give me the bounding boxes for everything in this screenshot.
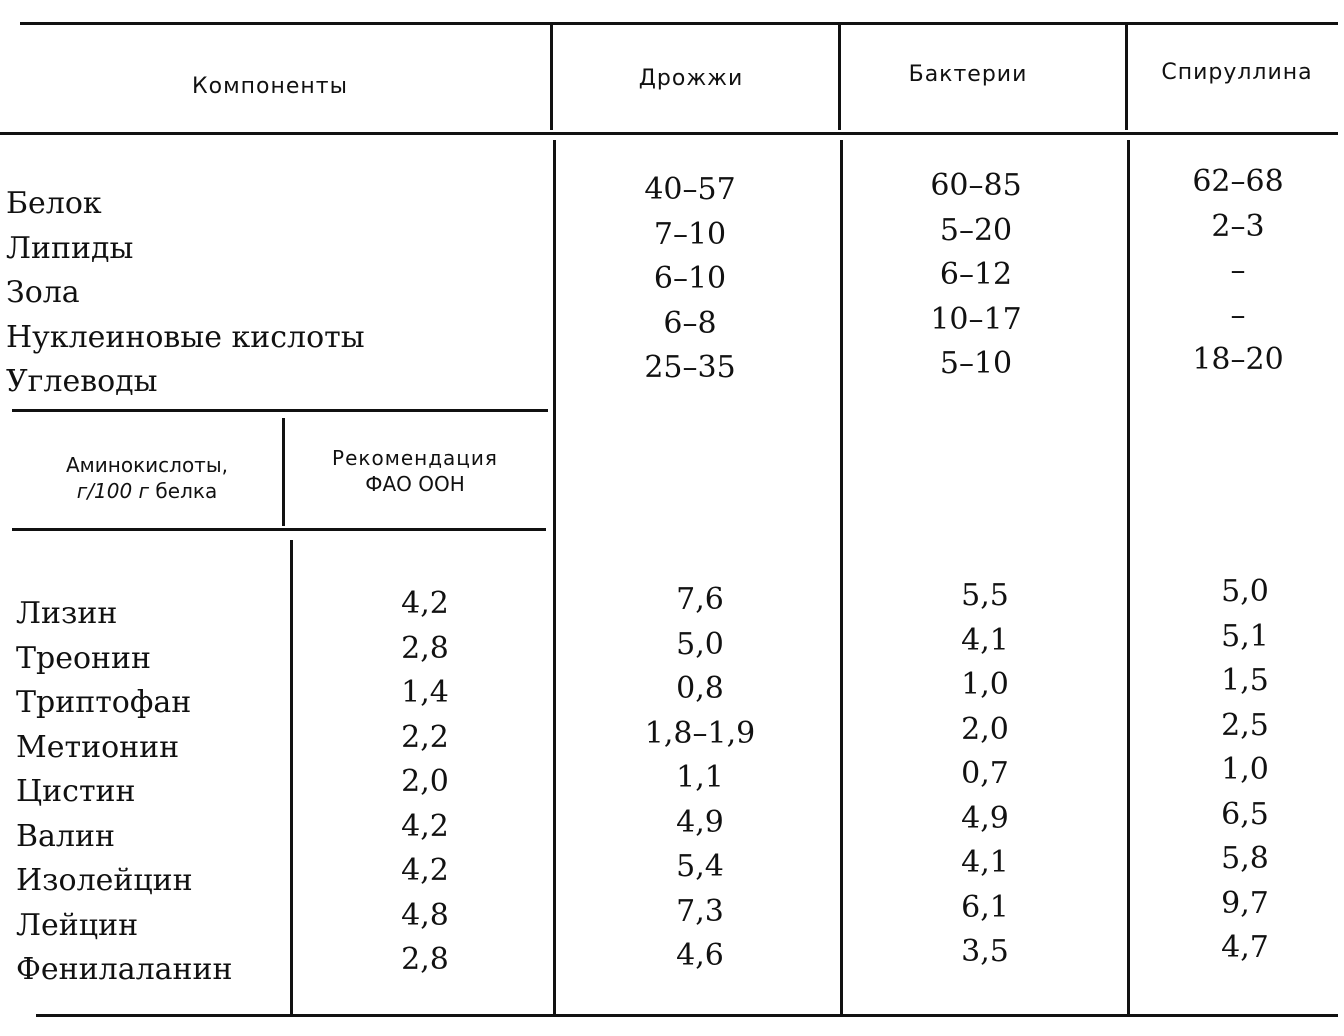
spirulina-isoleucine: 5,8 — [1221, 841, 1269, 876]
spirulina-valine: 6,5 — [1221, 796, 1269, 832]
col-divider-bacteria-body — [840, 140, 843, 1016]
spirulina-nucleic-acids: – — [1230, 297, 1246, 333]
col-divider-yeast — [550, 22, 553, 130]
col-divider-bacteria — [838, 22, 841, 130]
composition-spirulina — [1140, 160, 1336, 383]
amino-header-bottom-rule — [12, 528, 546, 531]
bacteria-nucleic-acids: 10–17 — [930, 301, 1022, 337]
fao-valine: 4,2 — [401, 808, 449, 844]
yeast-protein: 40–57 — [644, 172, 736, 207]
yeast-threonine: 5,0 — [676, 626, 724, 662]
composition-labels — [6, 182, 526, 405]
bacteria-threonine: 4,1 — [961, 622, 1009, 658]
label-leucine: Лейцин — [16, 907, 139, 943]
composition-bacteria — [876, 164, 1076, 387]
spirulina-tryptophan: 1,5 — [1221, 663, 1269, 698]
bacteria-methionine: 2,0 — [961, 711, 1009, 747]
label-phenylalanine: Фенилаланин — [16, 952, 233, 987]
yeast-nucleic-acids: 6–8 — [663, 305, 717, 341]
bacteria-isoleucine: 4,1 — [961, 845, 1009, 880]
spirulina-threonine: 5,1 — [1221, 618, 1269, 654]
bacteria-tryptophan: 1,0 — [961, 667, 1009, 702]
fao-lysine: 4,2 — [401, 586, 449, 621]
yeast-ash: 6–10 — [653, 261, 727, 296]
col-divider-spirulina-body — [1127, 140, 1130, 1016]
bacteria-protein: 60–85 — [930, 168, 1022, 203]
spirulina-leucine: 9,7 — [1221, 885, 1269, 921]
spirulina-cystine: 1,0 — [1221, 752, 1269, 787]
label-lysine: Лизин — [16, 596, 118, 631]
label-cystine: Цистин — [16, 774, 136, 809]
header-bacteria: Бактерии — [908, 62, 1028, 87]
amino-yeast — [600, 578, 800, 979]
amino-header-right-line1: Рекомендация — [332, 446, 498, 470]
amino-bacteria — [900, 574, 1070, 975]
yeast-phenylalanine: 4,6 — [676, 938, 724, 973]
amino-header-top-rule — [12, 409, 548, 412]
amino-header-right — [290, 445, 540, 497]
amino-header-left-line2 — [16, 478, 278, 504]
label-protein: Белок — [6, 186, 102, 221]
spirulina-lysine: 5,0 — [1221, 574, 1269, 609]
label-lipids: Липиды — [6, 230, 134, 266]
fao-tryptophan: 1,4 — [401, 675, 449, 710]
amino-header-unit: г/100 г — [76, 479, 150, 503]
spirulina-protein: 62–68 — [1192, 164, 1284, 199]
fao-isoleucine: 4,2 — [401, 853, 449, 888]
fao-leucine: 4,8 — [401, 897, 449, 933]
composition-yeast — [590, 168, 790, 391]
amino-header-unit-rest: белка — [149, 479, 218, 503]
amino-subheader-divider — [282, 418, 285, 526]
yeast-carbohydrates: 25–35 — [644, 350, 736, 385]
amino-header-left-line1: Аминокислоты, — [66, 453, 228, 477]
fao-phenylalanine: 2,8 — [401, 942, 449, 977]
header-bottom-rule — [0, 132, 1338, 135]
bottom-rule — [36, 1014, 1338, 1017]
bacteria-phenylalanine: 3,5 — [961, 934, 1009, 969]
yeast-methionine: 1,8–1,9 — [644, 715, 756, 751]
spirulina-lipids: 2–3 — [1211, 208, 1265, 244]
label-tryptophan: Триптофан — [16, 685, 192, 720]
label-threonine: Треонин — [16, 640, 152, 676]
col-divider-yeast-body — [553, 140, 556, 1016]
header-components: Компоненты — [191, 74, 348, 99]
fao-column-divider — [290, 540, 293, 1016]
spirulina-carbohydrates: 18–20 — [1192, 342, 1284, 377]
fao-cystine: 2,0 — [401, 764, 449, 799]
bacteria-ash: 6–12 — [939, 257, 1013, 292]
col-divider-spirulina — [1125, 22, 1128, 130]
amino-labels — [16, 592, 286, 993]
spirulina-methionine: 2,5 — [1221, 707, 1269, 743]
yeast-isoleucine: 5,4 — [676, 849, 724, 884]
fao-threonine: 2,8 — [401, 630, 449, 666]
label-carbohydrates: Углеводы — [6, 364, 158, 399]
fao-methionine: 2,2 — [401, 719, 449, 755]
header-spirulina: Спируллина — [1161, 60, 1313, 85]
label-nucleic-acids: Нуклеиновые кислоты — [6, 319, 365, 355]
label-methionine: Метионин — [16, 729, 180, 765]
amino-fao — [340, 582, 510, 983]
header-yeast: Дрожжи — [638, 66, 744, 91]
bacteria-lysine: 5,5 — [961, 578, 1009, 613]
spirulina-ash: – — [1230, 253, 1246, 288]
amino-spirulina — [1160, 570, 1330, 971]
bacteria-leucine: 6,1 — [961, 889, 1009, 925]
amino-header-right-line2: ФАО ООН — [365, 472, 465, 496]
label-ash: Зола — [6, 275, 80, 310]
bacteria-cystine: 0,7 — [961, 756, 1009, 791]
spirulina-phenylalanine: 4,7 — [1221, 930, 1269, 965]
yeast-lipids: 7–10 — [653, 216, 727, 252]
label-isoleucine: Изолейцин — [16, 863, 193, 898]
yeast-valine: 4,9 — [676, 804, 724, 840]
yeast-tryptophan: 0,8 — [676, 671, 724, 706]
bacteria-carbohydrates: 5–10 — [939, 346, 1013, 381]
yeast-lysine: 7,6 — [676, 582, 724, 617]
amino-header-left — [16, 452, 278, 504]
label-valine: Валин — [16, 818, 115, 854]
bacteria-valine: 4,9 — [961, 800, 1009, 836]
bacteria-lipids: 5–20 — [939, 212, 1013, 248]
yeast-leucine: 7,3 — [676, 893, 724, 929]
yeast-cystine: 1,1 — [676, 760, 724, 795]
top-rule — [20, 22, 1338, 25]
